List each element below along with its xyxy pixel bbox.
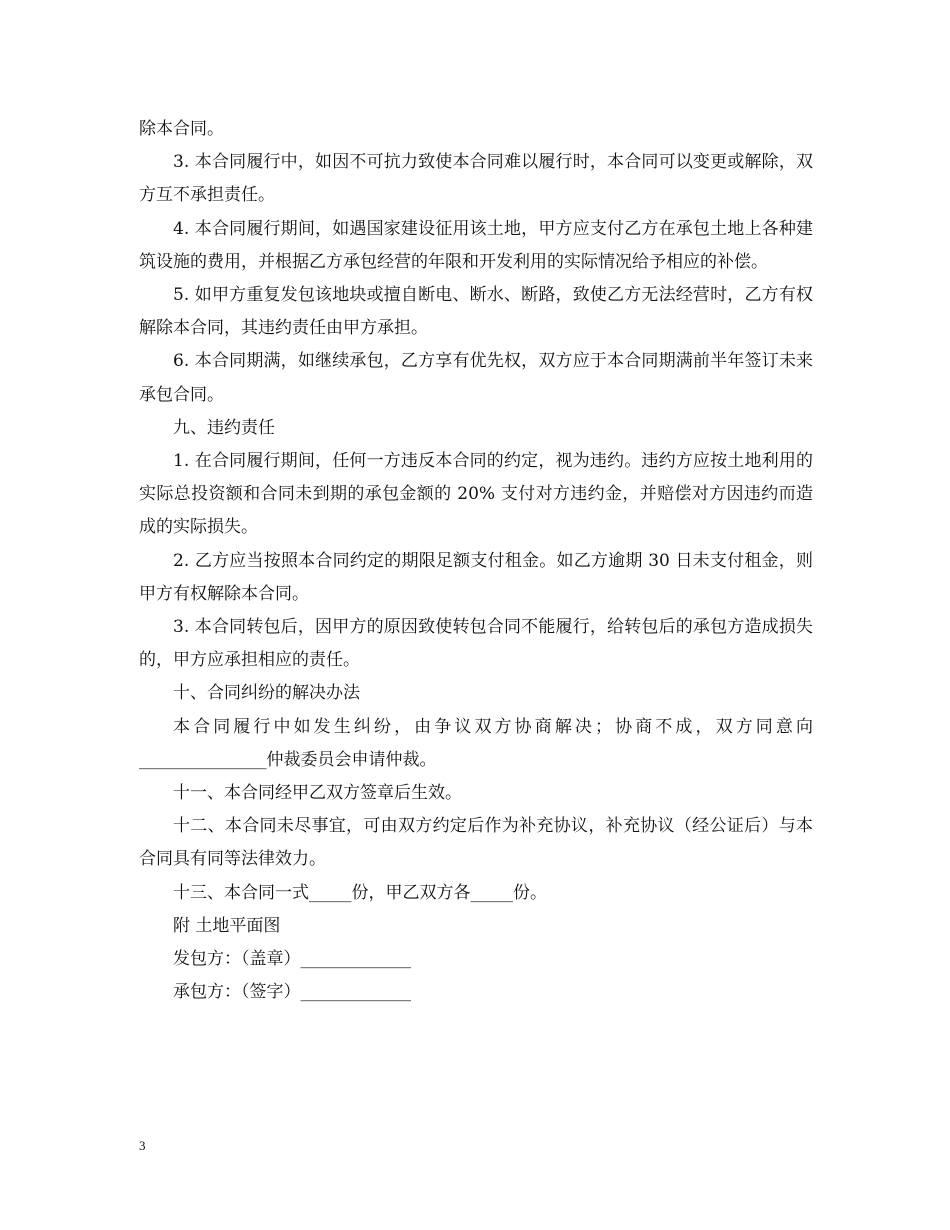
clause-9-3: 3. 本合同转包后，因甲方的原因致使转包合同不能履行，给转包后的承包方造成损失的，甲方应承担相应的责任。	[139, 617, 813, 671]
signature-line-contractor: 承包方：（签字）_____________	[173, 982, 411, 1003]
clause-8-4: 4. 本合同履行期间，如遇国家建设征用该土地，甲方应支付乙方在承包土地上各种建筑设施的费用，并根据乙方承包经营的年限和开发利用的实际情况给予相应的补偿。	[139, 218, 813, 272]
section-13: 十三、本合同一式_____份，甲乙双方各_____份。	[173, 882, 547, 903]
attachment-note: 附 土地平面图	[173, 915, 281, 936]
section-heading-10: 十、合同纠纷的解决办法	[173, 683, 360, 704]
document-body	[139, 113, 813, 1009]
section-heading-9: 九、违约责任	[173, 417, 275, 438]
clause-8-3: 3. 本合同履行中，如因不可抗力致使本合同难以履行时，本合同可以变更或解除，双方互不承担责任。	[139, 152, 813, 206]
clause-9-2: 2. 乙方应当按照本合同约定的期限足额支付租金。如乙方逾期 30 日未支付租金，则甲方有权解除本合同。	[139, 550, 813, 604]
clause-9-1: 1. 在合同履行期间，任何一方违反本合同的约定，视为违约。违约方应按土地利用的实际总投资额和合同未到期的承包金额的 20% 支付对方违约金，并赔偿对方因违约而造成的实际损失。	[139, 451, 813, 538]
section-12: 十二、本合同未尽事宜，可由双方约定后作为补充协议，补充协议（经公证后）与本合同具有同等法律效力。	[139, 816, 813, 870]
paragraph-continuation: 除本合同。	[139, 119, 224, 139]
signature-line-employer: 发包方：（盖章）_____________	[173, 949, 411, 970]
clause-8-6: 6. 本合同期满，如继续承包，乙方享有优先权，双方应于本合同期满前半年签订未来承包合同。	[139, 351, 813, 405]
page-number: 3	[139, 1138, 146, 1153]
clause-10-body: 本合同履行中如发生纠纷，由争议双方协商解决；协商不成，双方同意向_______________仲裁委员会申请仲裁。	[139, 716, 813, 770]
clause-8-5: 5. 如甲方重复发包该地块或擅自断电、断水、断路，致使乙方无法经营时，乙方有权解除本合同，其违约责任由甲方承担。	[139, 285, 813, 339]
section-11: 十一、本合同经甲乙双方签章后生效。	[173, 783, 462, 804]
